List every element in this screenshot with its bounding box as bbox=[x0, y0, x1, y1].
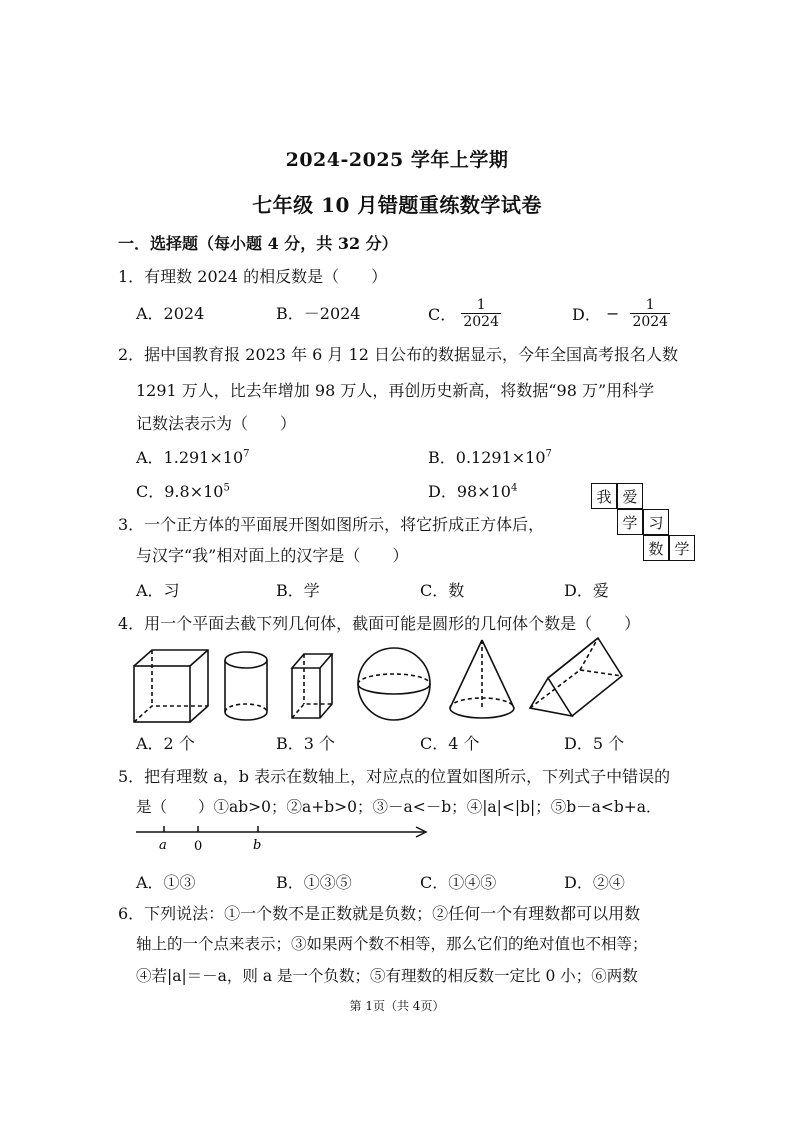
exam-title-year: 2024-2025 学年上学期 bbox=[285, 149, 509, 171]
cylinder-shape bbox=[225, 652, 267, 720]
q1-c-numerator: 1 bbox=[461, 297, 501, 314]
q2-d-base: D．98×10 bbox=[428, 482, 511, 501]
q3-option-b: B．学 bbox=[276, 581, 320, 600]
net-cell-4: 习 bbox=[643, 509, 669, 535]
q4-option-d: D．5 个 bbox=[564, 734, 625, 753]
q5-option-b: B．①③⑤ bbox=[276, 873, 352, 892]
q5-statement-5: ⑤b－a<b+a． bbox=[550, 798, 662, 816]
q1-stem: 1．有理数 2024 的相反数是（ ） bbox=[118, 267, 388, 286]
q5-stem-line2 bbox=[136, 795, 662, 817]
q1-option-c bbox=[428, 297, 501, 330]
cone-shape bbox=[450, 640, 514, 718]
q2-option-d bbox=[428, 479, 517, 502]
q3-option-a: A．习 bbox=[136, 581, 180, 600]
q5-statement-2: ②a+b>0； bbox=[286, 798, 373, 816]
q2-option-a bbox=[136, 445, 250, 468]
q2-option-b bbox=[428, 445, 552, 468]
number-line bbox=[134, 822, 434, 856]
exam-title-main: 七年级 10 月错题重练数学试卷 bbox=[252, 193, 542, 217]
q2-a-base: A．1.291×10 bbox=[136, 448, 244, 467]
prism-upright-shape bbox=[292, 654, 332, 718]
q2-c-exponent: 5 bbox=[223, 482, 230, 494]
q1-d-denominator: 2024 bbox=[632, 314, 669, 330]
net-cell-2: 爱 bbox=[617, 483, 643, 509]
page-footer: 第 1页（共 4页） bbox=[349, 999, 445, 1013]
solids-figure bbox=[128, 636, 658, 726]
q1-option-d-label: D． bbox=[572, 305, 601, 324]
net-cell-1: 我 bbox=[591, 483, 617, 509]
net-cell-5: 数 bbox=[643, 535, 669, 561]
prism-lying-shape bbox=[530, 638, 622, 716]
q6-line2: 轴上的一个点来表示；③如果两个数不相等，那么它们的绝对值也不相等； bbox=[136, 935, 648, 953]
q2-b-base: B．0.1291×10 bbox=[428, 448, 546, 467]
cube-shape bbox=[134, 650, 208, 722]
net-cell-3: 学 bbox=[617, 509, 643, 535]
q5-option-d: D．②④ bbox=[564, 873, 625, 892]
axis-label-zero: 0 bbox=[194, 839, 203, 854]
q5-option-a: A．①③ bbox=[136, 873, 196, 892]
q3-stem-line2: 与汉字“我”相对面上的汉字是（ ） bbox=[136, 546, 409, 565]
q1-option-d bbox=[572, 297, 670, 330]
q5-statement-4: ④|a|<|b|； bbox=[466, 798, 551, 816]
q3-stem-line1: 3．一个正方体的平面展开图如图所示，将它折成正方体后， bbox=[118, 515, 545, 534]
section-heading: 一．选择题（每小题 4 分，共 32 分） bbox=[118, 234, 398, 253]
q5-statement-1: ①ab>0； bbox=[213, 798, 287, 816]
q5-option-c: C．①④⑤ bbox=[420, 873, 497, 892]
q2-stem-line2: 1291 万人，比去年增加 98 万人，再创历史新高，将数据“98 万”用科学 bbox=[136, 381, 655, 400]
q1-d-numerator: 1 bbox=[630, 297, 670, 314]
q2-c-base: C．9.8×10 bbox=[136, 482, 224, 501]
q1-c-denominator: 2024 bbox=[463, 314, 499, 330]
q4-stem: 4．用一个平面去截下列几何体，截面可能是圆形的几何体个数是（ ） bbox=[118, 614, 641, 633]
q2-stem-line1: 2．据中国教育报 2023 年 6 月 12 日公布的数据显示，今年全国高考报名人数 bbox=[118, 345, 678, 364]
q4-option-a: A．2 个 bbox=[136, 734, 195, 753]
q2-b-exponent: 7 bbox=[545, 448, 552, 460]
q6-line1: 6．下列说法：①一个数不是正数就是负数；②任何一个有理数都可以用数 bbox=[118, 904, 641, 923]
axis-label-a: a bbox=[159, 838, 167, 853]
q1-option-b: B．－2024 bbox=[276, 304, 361, 323]
axis-label-b: b bbox=[253, 838, 262, 853]
q5-statement-3: ③－a<－b； bbox=[372, 798, 467, 816]
q4-option-b: B．3 个 bbox=[276, 734, 336, 753]
q1-d-minus-sign: − bbox=[605, 304, 620, 323]
q2-option-c bbox=[136, 479, 230, 502]
q1-option-d-fraction bbox=[630, 297, 670, 330]
q5-stem-prefix: 是（ ） bbox=[136, 798, 214, 816]
q1-option-a: A．2024 bbox=[136, 304, 205, 323]
q6-line3: ④若|a|＝－a，则 a 是一个负数；⑤有理数的相反数一定比 0 小；⑥两数 bbox=[136, 967, 638, 985]
q1-option-c-label: C． bbox=[428, 305, 457, 324]
q2-a-exponent: 7 bbox=[243, 448, 250, 460]
q4-option-c: C．4 个 bbox=[420, 734, 480, 753]
q3-option-c: C．数 bbox=[420, 581, 465, 600]
q3-option-d: D．爱 bbox=[564, 581, 609, 600]
q2-stem-line3: 记数法表示为（ ） bbox=[136, 414, 297, 433]
net-cell-6: 学 bbox=[669, 535, 695, 561]
q2-d-exponent: 4 bbox=[510, 482, 518, 494]
q5-stem-line1: 5．把有理数 a，b 表示在数轴上，对应点的位置如图所示，下列式子中错误的 bbox=[118, 767, 671, 786]
q1-option-c-fraction bbox=[461, 297, 501, 330]
sphere-shape bbox=[358, 648, 430, 720]
